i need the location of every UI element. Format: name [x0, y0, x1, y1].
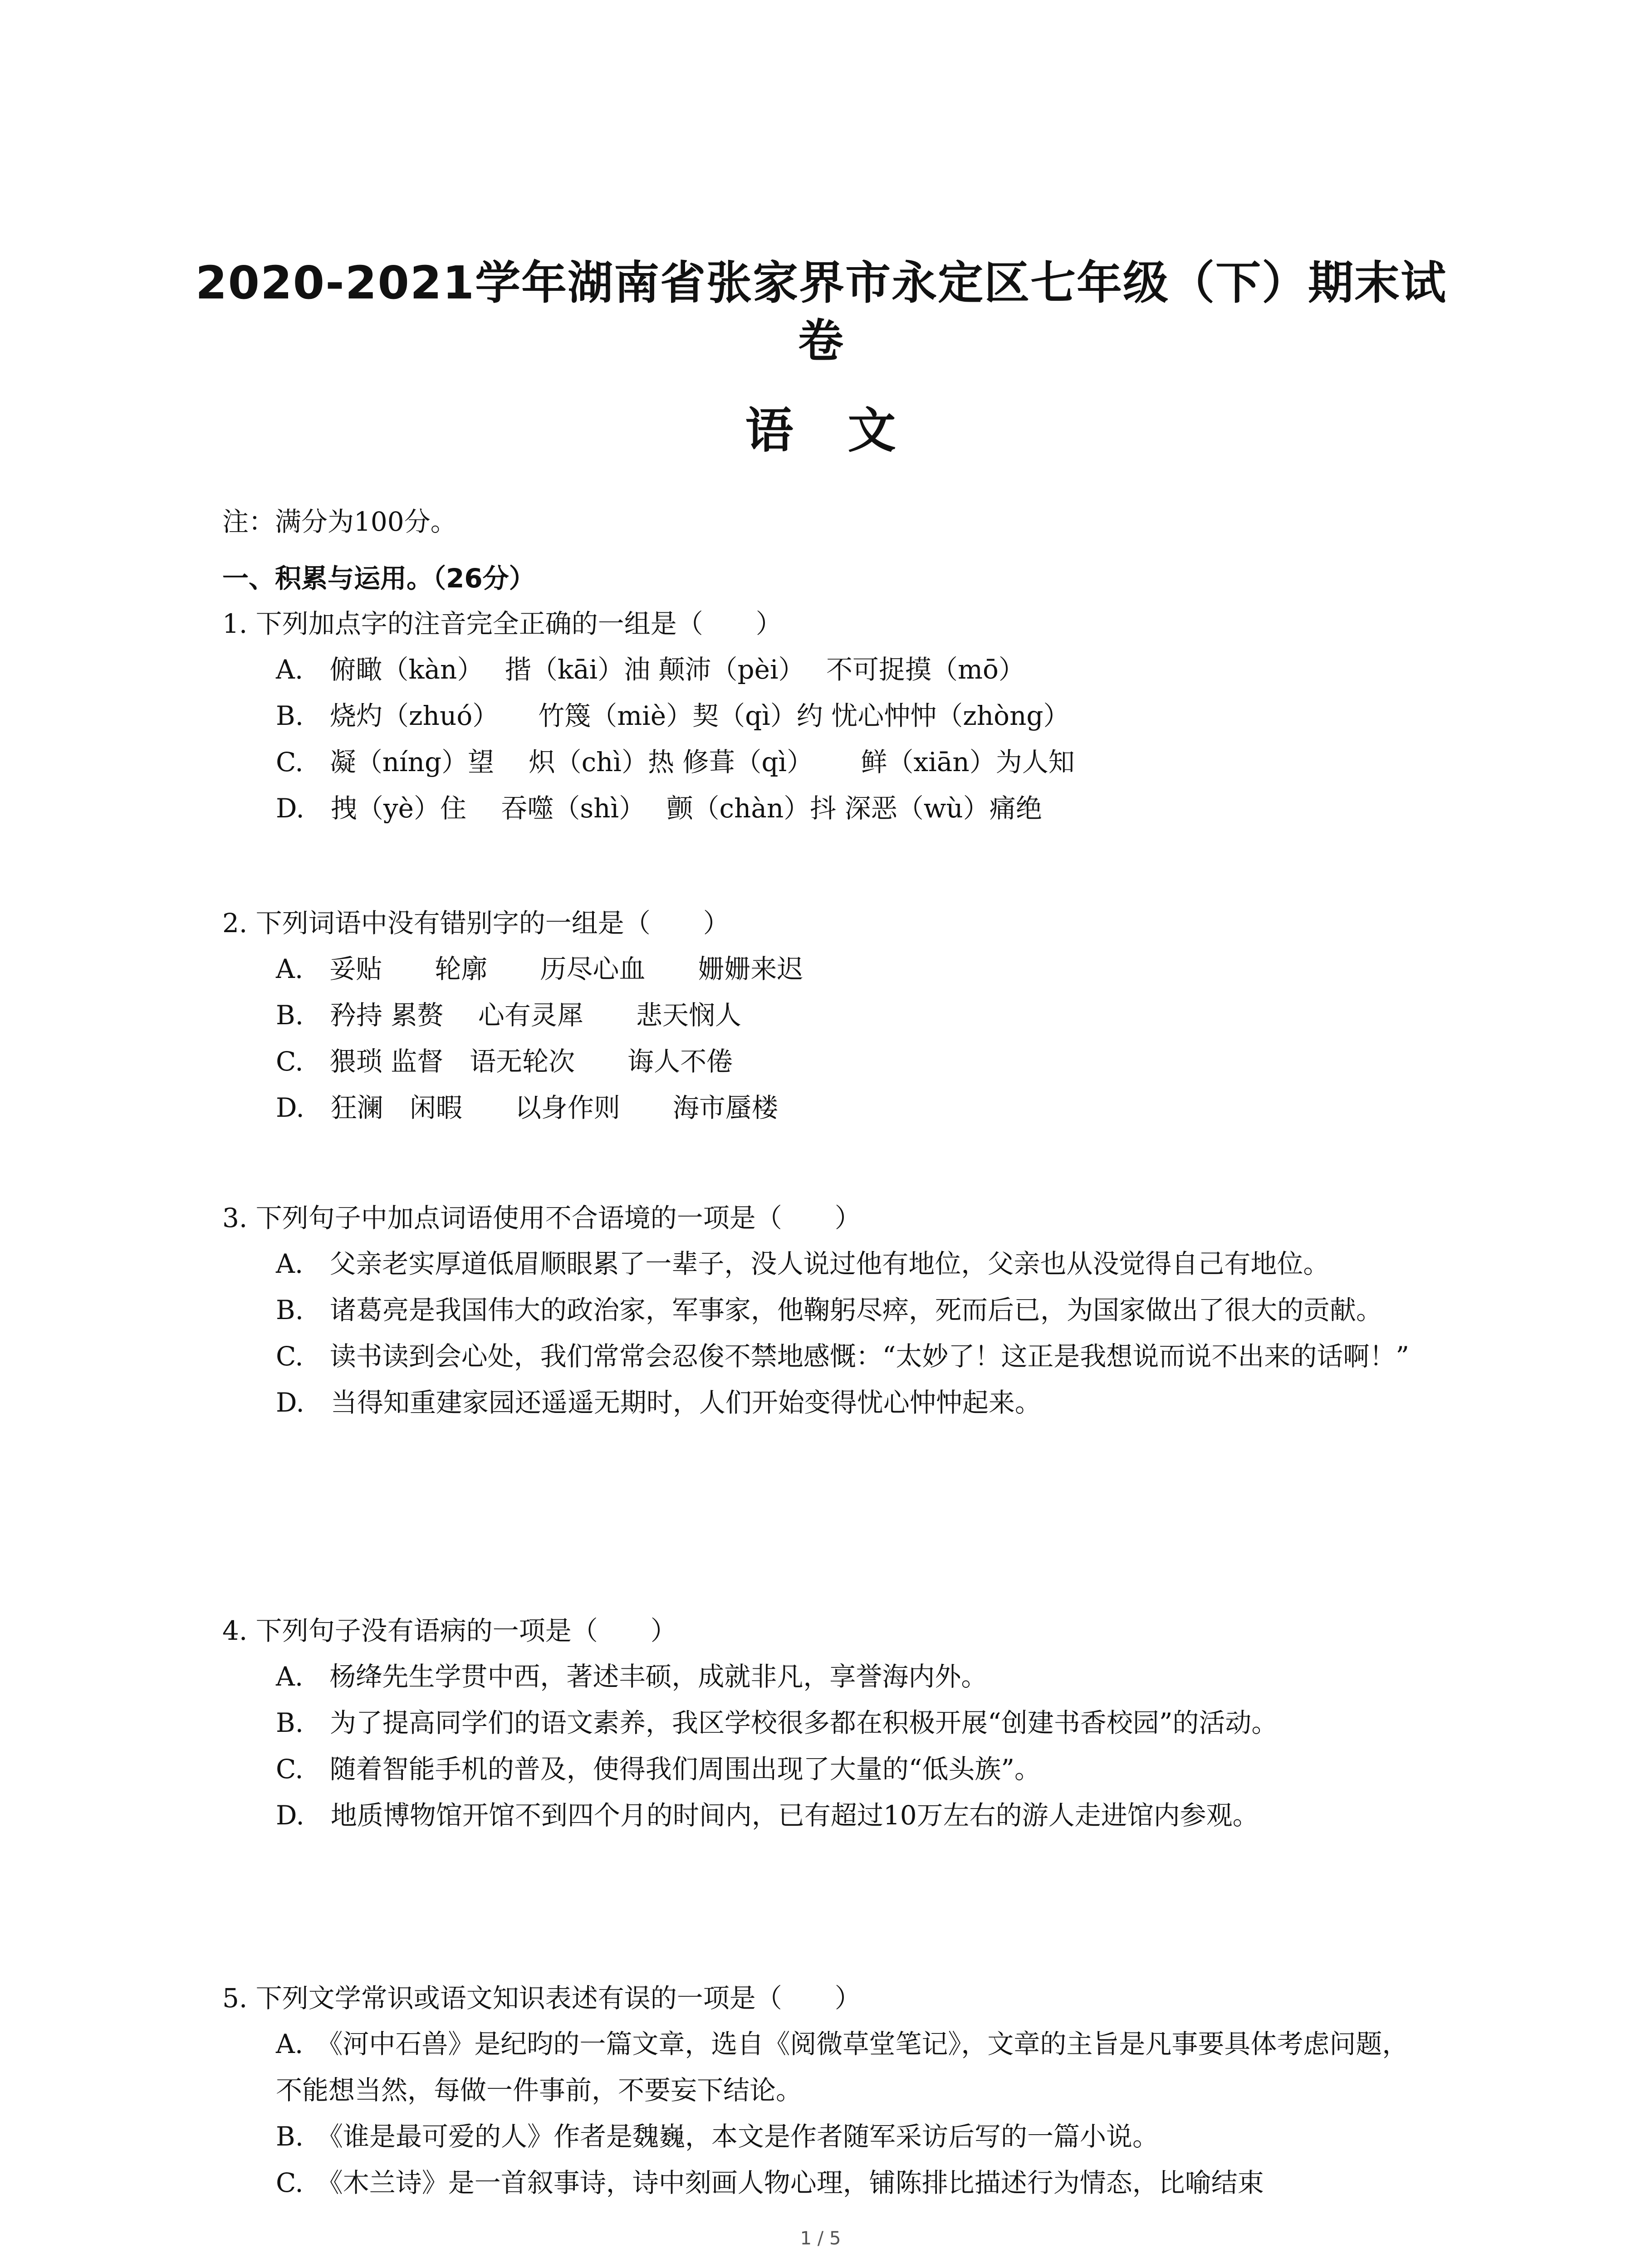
- question-2: [222, 900, 1429, 1131]
- option-d: D. 地质博物馆开馆不到四个月的时间内，已有超过10万左右的游人走进馆内参观。: [276, 1800, 1259, 1831]
- question-stem: 2. 下列词语中没有错别字的一组是（ ）: [222, 908, 730, 938]
- option-a: A. 杨绛先生学贯中西，著述丰硕，成就非凡，享誉海内外。: [276, 1661, 988, 1692]
- question-stem: 4. 下列句子没有语病的一项是（ ）: [222, 1615, 677, 1646]
- page-title: 2020-2021学年湖南省张家界市永定区七年级（下）期末试卷: [195, 256, 1447, 367]
- option-c: C. 随着智能手机的普及，使得我们周围出现了大量的“低头族”。: [276, 1754, 1041, 1784]
- subject-heading: 语文: [745, 403, 950, 459]
- option-c: C. 猥琐 监督 语无轮次 诲人不倦: [276, 1046, 733, 1077]
- section-heading: 一、积累与运用。（26分）: [222, 563, 535, 594]
- option-b: B. 《谁是最可爱的人》作者是魏巍，本文是作者随军采访后写的一篇小说。: [276, 2121, 1159, 2152]
- option-d: D. 拽（yè）住 吞噬（shì） 颤（chàn）抖 深恶（wù）痛绝: [276, 793, 1042, 824]
- option-d: D. 当得知重建家园还遥遥无期时，人们开始变得忧心忡忡起来。: [276, 1387, 1041, 1418]
- option-c: C. 《木兰诗》是一首叙事诗，诗中刻画人物心理，铺陈排比描述行为情态，比喻结束: [276, 2167, 1264, 2198]
- option-b: B. 诸葛亮是我国伟大的政治家，军事家，他鞠躬尽瘁，死而后已，为国家做出了很大的贡献。: [276, 1295, 1383, 1325]
- question-1: [222, 601, 1429, 831]
- question-stem: 3. 下列句子中加点词语使用不合语境的一项是（ ）: [222, 1202, 861, 1233]
- question-stem: 5. 下列文学常识或语文知识表述有误的一项是（ ）: [222, 1983, 861, 2014]
- page-number: 1 / 5: [800, 2228, 841, 2249]
- option-b: B. 为了提高同学们的语文素养，我区学校很多都在积极开展“创建书香校园”的活动。: [276, 1707, 1278, 1738]
- option-d: D. 狂澜 闲暇 以身作则 海市蜃楼: [276, 1092, 778, 1123]
- option-a: A. 《河中石兽》是纪昀的一篇文章，选自《阅微草堂笔记》，文章的主旨是凡事要具体考虑问题，不能想当然，每做一件事前，不要妄下结论。: [276, 2028, 1409, 2106]
- question-5: [222, 1975, 1429, 2206]
- option-c: C. 凝（níng）望 炽（chì）热 修葺（qì） 鲜（xiān）为人知: [276, 747, 1075, 777]
- option-b: B. 矜持 累赘 心有灵犀 悲天悯人: [276, 1000, 741, 1031]
- question-4: [222, 1608, 1429, 1838]
- option-a: A. 父亲老实厚道低眉顺眼累了一辈子，没人说过他有地位，父亲也从没觉得自己有地位。: [276, 1248, 1330, 1279]
- question-stem: 1. 下列加点字的注音完全正确的一组是（ ）: [222, 608, 782, 639]
- option-c: C. 读书读到会心处，我们常常会忍俊不禁地感慨：“太妙了！这正是我想说而说不出来的话啊！”: [276, 1341, 1410, 1372]
- question-3: [222, 1195, 1429, 1426]
- score-note: 注：满分为100分。: [222, 506, 457, 537]
- option-a: A. 妥贴 轮廓 历尽心血 姗姗来迟: [276, 953, 803, 984]
- option-b: B. 烧灼（zhuó） 竹篾（miè）契（qì）约 忧心忡忡（zhòng）: [276, 700, 1070, 731]
- option-a: A. 俯瞰（kàn） 揩（kāi）油 颠沛（pèi） 不可捉摸（mō）: [276, 654, 1025, 685]
